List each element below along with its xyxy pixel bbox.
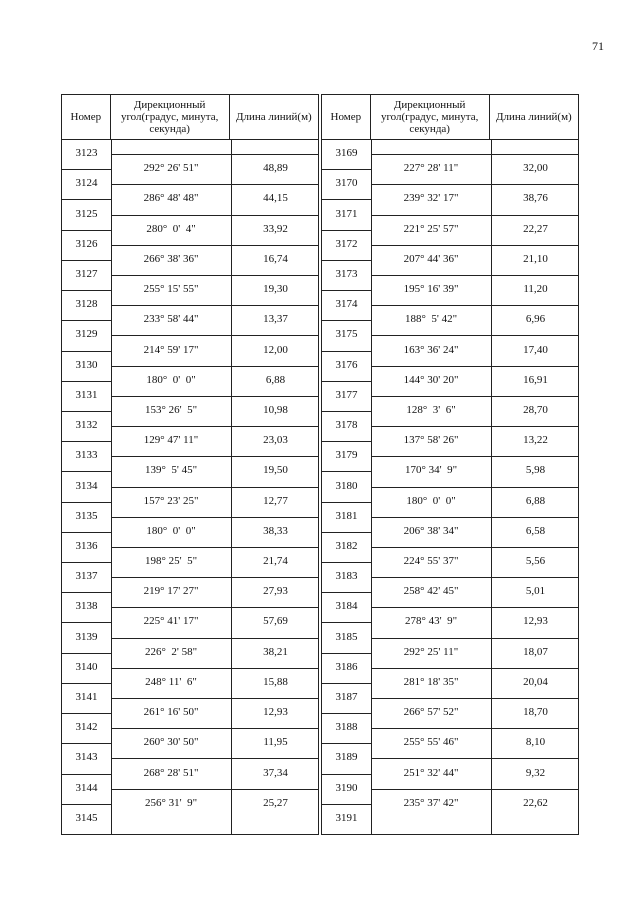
point-number: 3181 <box>335 509 358 522</box>
row-divider <box>111 335 318 336</box>
row-divider <box>62 653 111 654</box>
row-divider <box>111 487 318 488</box>
point-number: 3137 <box>75 570 98 583</box>
row-divider <box>371 577 578 578</box>
row-divider <box>62 381 111 382</box>
direction-angle: 170° 34' 9" <box>404 464 458 477</box>
point-number: 3145 <box>75 811 98 824</box>
point-number: 3138 <box>75 600 98 613</box>
row-divider <box>322 351 371 352</box>
row-divider <box>322 260 371 261</box>
point-number: 3123 <box>75 147 98 160</box>
direction-angle: 219° 17' 27" <box>143 585 199 598</box>
line-length: 27,93 <box>263 585 288 598</box>
row-divider <box>111 456 318 457</box>
point-number: 3178 <box>335 419 358 432</box>
line-length: 19,50 <box>263 464 288 477</box>
point-number: 3191 <box>335 811 358 824</box>
point-number: 3144 <box>75 781 98 794</box>
row-divider <box>371 789 578 790</box>
point-number: 3183 <box>335 570 358 583</box>
line-length: 37,34 <box>263 766 288 779</box>
direction-angle: 233° 58' 44" <box>143 313 199 326</box>
line-length: 12,93 <box>523 615 548 628</box>
row-divider <box>111 547 318 548</box>
direction-angle: 280° 0' 4" <box>146 222 196 235</box>
row-divider <box>371 456 578 457</box>
header-number: Номер <box>322 95 371 139</box>
row-divider <box>322 169 371 170</box>
direction-angle: 248° 11' 6" <box>145 675 197 688</box>
row-divider <box>111 275 318 276</box>
line-length: 6,58 <box>525 524 546 537</box>
row-divider <box>322 441 371 442</box>
row-divider <box>371 335 578 336</box>
line-length: 13,37 <box>263 313 288 326</box>
point-number: 3132 <box>75 419 98 432</box>
row-divider <box>322 230 371 231</box>
row-divider <box>111 215 318 216</box>
table-body <box>62 139 318 834</box>
row-divider <box>322 774 371 775</box>
direction-angle: 180° 0' 0" <box>406 494 456 507</box>
line-length: 9,32 <box>525 766 546 779</box>
row-divider <box>371 396 578 397</box>
row-divider <box>322 804 371 805</box>
row-divider <box>111 728 318 729</box>
row-divider <box>322 532 371 533</box>
line-length: 25,27 <box>263 796 288 809</box>
point-number: 3184 <box>335 600 358 613</box>
row-divider <box>111 366 318 367</box>
direction-angle: 292° 26' 51" <box>143 162 199 175</box>
point-number: 3130 <box>75 358 98 371</box>
point-number: 3171 <box>335 207 358 220</box>
direction-angle: 255° 55' 46" <box>403 736 459 749</box>
line-length: 6,96 <box>525 313 546 326</box>
line-length: 21,74 <box>263 555 288 568</box>
line-length: 6,88 <box>265 373 286 386</box>
point-number: 3174 <box>335 298 358 311</box>
direction-angle: 281° 18' 35" <box>403 675 459 688</box>
line-length: 57,69 <box>263 615 288 628</box>
direction-angle: 180° 0' 0" <box>146 373 196 386</box>
direction-angle: 268° 28' 51" <box>143 766 199 779</box>
line-length: 44,15 <box>263 192 288 205</box>
row-divider <box>322 683 371 684</box>
point-number: 3188 <box>335 721 358 734</box>
row-divider <box>371 245 578 246</box>
row-divider <box>111 245 318 246</box>
row-divider <box>62 351 111 352</box>
row-divider <box>62 713 111 714</box>
line-length: 6,88 <box>525 494 546 507</box>
row-divider <box>371 184 578 185</box>
direction-angle: 278° 43' 9" <box>404 615 458 628</box>
direction-angle: 251° 32' 44" <box>403 766 459 779</box>
row-divider <box>371 487 578 488</box>
line-length: 20,04 <box>523 675 548 688</box>
line-length: 12,77 <box>263 494 288 507</box>
row-divider <box>322 381 371 382</box>
table-body <box>322 139 578 834</box>
row-divider <box>62 683 111 684</box>
direction-angle: 256° 31' 9" <box>144 796 198 809</box>
point-number: 3129 <box>75 328 98 341</box>
line-length: 12,93 <box>263 706 288 719</box>
direction-angle: 139° 5' 45" <box>144 464 198 477</box>
line-length: 10,98 <box>263 403 288 416</box>
row-divider <box>111 607 318 608</box>
row-divider <box>111 154 318 155</box>
header-length: Длина линий(м) <box>495 111 572 123</box>
point-number: 3128 <box>75 298 98 311</box>
direction-angle: 153° 26' 5" <box>144 403 198 416</box>
row-divider <box>371 305 578 306</box>
point-number: 3135 <box>75 509 98 522</box>
row-divider <box>111 758 318 759</box>
row-divider <box>371 426 578 427</box>
row-divider <box>62 290 111 291</box>
header-length: Длина линий(м) <box>235 111 312 123</box>
point-number: 3134 <box>75 479 98 492</box>
point-number: 3173 <box>335 267 358 280</box>
point-number: 3131 <box>75 388 98 401</box>
row-divider <box>322 743 371 744</box>
point-number: 3169 <box>335 147 358 160</box>
line-length: 28,70 <box>523 403 548 416</box>
line-length: 8,10 <box>525 736 546 749</box>
line-length: 16,74 <box>263 252 288 265</box>
row-divider <box>62 260 111 261</box>
row-divider <box>62 562 111 563</box>
direction-angle: 261° 16' 50" <box>143 706 199 719</box>
row-divider <box>62 532 111 533</box>
direction-angle: 195° 16' 39" <box>403 283 459 296</box>
row-divider <box>62 199 111 200</box>
line-length: 5,98 <box>525 464 546 477</box>
direction-angle: 198° 25' 5" <box>144 555 198 568</box>
direction-angle: 180° 0' 0" <box>146 524 196 537</box>
line-length: 5,01 <box>525 585 546 598</box>
line-length: 11,95 <box>263 736 288 749</box>
line-length: 38,33 <box>263 524 288 537</box>
line-length: 18,07 <box>523 645 548 658</box>
point-number: 3142 <box>75 721 98 734</box>
row-divider <box>322 320 371 321</box>
row-divider <box>111 638 318 639</box>
direction-angle: 221° 25' 57" <box>403 222 459 235</box>
line-length: 32,00 <box>523 162 548 175</box>
direction-angle: 129° 47' 11" <box>143 434 199 447</box>
row-divider <box>62 622 111 623</box>
coordinate-table-right <box>321 94 579 835</box>
row-divider <box>322 411 371 412</box>
direction-angle: 137° 58' 26" <box>403 434 459 447</box>
row-divider <box>62 411 111 412</box>
row-divider <box>371 668 578 669</box>
line-length: 19,30 <box>263 283 288 296</box>
line-length: 48,89 <box>263 162 288 175</box>
row-divider <box>371 275 578 276</box>
direction-angle: 266° 57' 52" <box>403 706 459 719</box>
row-divider <box>322 622 371 623</box>
row-divider <box>62 502 111 503</box>
coordinate-table-left <box>61 94 319 835</box>
point-number: 3176 <box>335 358 358 371</box>
direction-angle: 226° 2' 58" <box>144 645 198 658</box>
header-angle: Дирекционный угол(градус, минута, секунда) <box>111 95 230 139</box>
row-divider <box>322 592 371 593</box>
row-divider <box>322 471 371 472</box>
table-header <box>62 95 318 140</box>
point-number: 3187 <box>335 691 358 704</box>
line-length: 17,40 <box>523 343 548 356</box>
point-number: 3127 <box>75 267 98 280</box>
row-divider <box>371 728 578 729</box>
row-divider <box>111 184 318 185</box>
direction-angle: 225° 41' 17" <box>143 615 199 628</box>
direction-angle: 128° 3' 6" <box>406 403 456 416</box>
line-length: 13,22 <box>523 434 548 447</box>
header-angle: Дирекционный угол(градус, минута, секунда) <box>371 95 490 139</box>
row-divider <box>111 396 318 397</box>
point-number: 3179 <box>335 449 358 462</box>
row-divider <box>111 698 318 699</box>
point-number: 3170 <box>335 177 358 190</box>
point-number: 3139 <box>75 630 98 643</box>
point-number: 3133 <box>75 449 98 462</box>
line-length: 15,88 <box>263 675 288 688</box>
table-header <box>322 95 578 140</box>
direction-angle: 206° 38' 34" <box>403 524 459 537</box>
line-length: 22,62 <box>523 796 548 809</box>
row-divider <box>371 366 578 367</box>
page-number: 71 <box>592 39 604 53</box>
direction-angle: 207° 44' 36" <box>403 252 459 265</box>
row-divider <box>62 320 111 321</box>
line-length: 22,27 <box>523 222 548 235</box>
row-divider <box>62 169 111 170</box>
row-divider <box>62 774 111 775</box>
point-number: 3172 <box>335 237 358 250</box>
row-divider <box>322 653 371 654</box>
point-number: 3136 <box>75 539 98 552</box>
row-divider <box>371 758 578 759</box>
point-number: 3177 <box>335 388 358 401</box>
row-divider <box>62 441 111 442</box>
row-divider <box>322 713 371 714</box>
row-divider <box>322 199 371 200</box>
row-divider <box>111 577 318 578</box>
direction-angle: 235° 37' 42" <box>403 796 459 809</box>
point-number: 3185 <box>335 630 358 643</box>
direction-angle: 292° 25' 11" <box>403 645 459 658</box>
point-number: 3141 <box>75 691 98 704</box>
point-number: 3175 <box>335 328 358 341</box>
row-divider <box>62 230 111 231</box>
point-number: 3180 <box>335 479 358 492</box>
direction-angle: 266° 38' 36" <box>143 252 199 265</box>
line-length: 38,76 <box>523 192 548 205</box>
direction-angle: 214° 59' 17" <box>143 343 199 356</box>
line-length: 38,21 <box>263 645 288 658</box>
row-divider <box>62 471 111 472</box>
row-divider <box>371 154 578 155</box>
point-number: 3182 <box>335 539 358 552</box>
point-number: 3125 <box>75 207 98 220</box>
line-length: 33,92 <box>263 222 288 235</box>
direction-angle: 144° 30' 20" <box>403 373 459 386</box>
row-divider <box>371 215 578 216</box>
row-divider <box>322 290 371 291</box>
direction-angle: 157° 23' 25" <box>143 494 199 507</box>
row-divider <box>371 547 578 548</box>
point-number: 3140 <box>75 660 98 673</box>
line-length: 21,10 <box>523 252 548 265</box>
point-number: 3143 <box>75 751 98 764</box>
row-divider <box>62 743 111 744</box>
row-divider <box>371 638 578 639</box>
direction-angle: 227° 28' 11" <box>403 162 459 175</box>
row-divider <box>371 517 578 518</box>
line-length: 12,00 <box>263 343 288 356</box>
line-length: 5,56 <box>525 555 546 568</box>
point-number: 3126 <box>75 237 98 250</box>
direction-angle: 239° 32' 17" <box>403 192 459 205</box>
row-divider <box>111 305 318 306</box>
row-divider <box>62 804 111 805</box>
line-length: 11,20 <box>523 283 548 296</box>
row-divider <box>111 789 318 790</box>
line-length: 23,03 <box>263 434 288 447</box>
line-length: 18,70 <box>523 706 548 719</box>
direction-angle: 260° 30' 50" <box>143 736 199 749</box>
row-divider <box>111 517 318 518</box>
row-divider <box>322 562 371 563</box>
point-number: 3189 <box>335 751 358 764</box>
point-number: 3186 <box>335 660 358 673</box>
line-length: 16,91 <box>523 373 548 386</box>
row-divider <box>111 426 318 427</box>
direction-angle: 188° 5' 42" <box>404 313 458 326</box>
row-divider <box>371 698 578 699</box>
point-number: 3124 <box>75 177 98 190</box>
direction-angle: 224° 55' 37" <box>403 555 459 568</box>
row-divider <box>322 502 371 503</box>
header-number: Номер <box>62 95 111 139</box>
direction-angle: 258° 42' 45" <box>403 585 459 598</box>
direction-angle: 163° 36' 24" <box>403 343 459 356</box>
direction-angle: 255° 15' 55" <box>143 283 199 296</box>
row-divider <box>371 607 578 608</box>
row-divider <box>62 592 111 593</box>
row-divider <box>111 668 318 669</box>
direction-angle: 286° 48' 48" <box>143 192 199 205</box>
point-number: 3190 <box>335 781 358 794</box>
